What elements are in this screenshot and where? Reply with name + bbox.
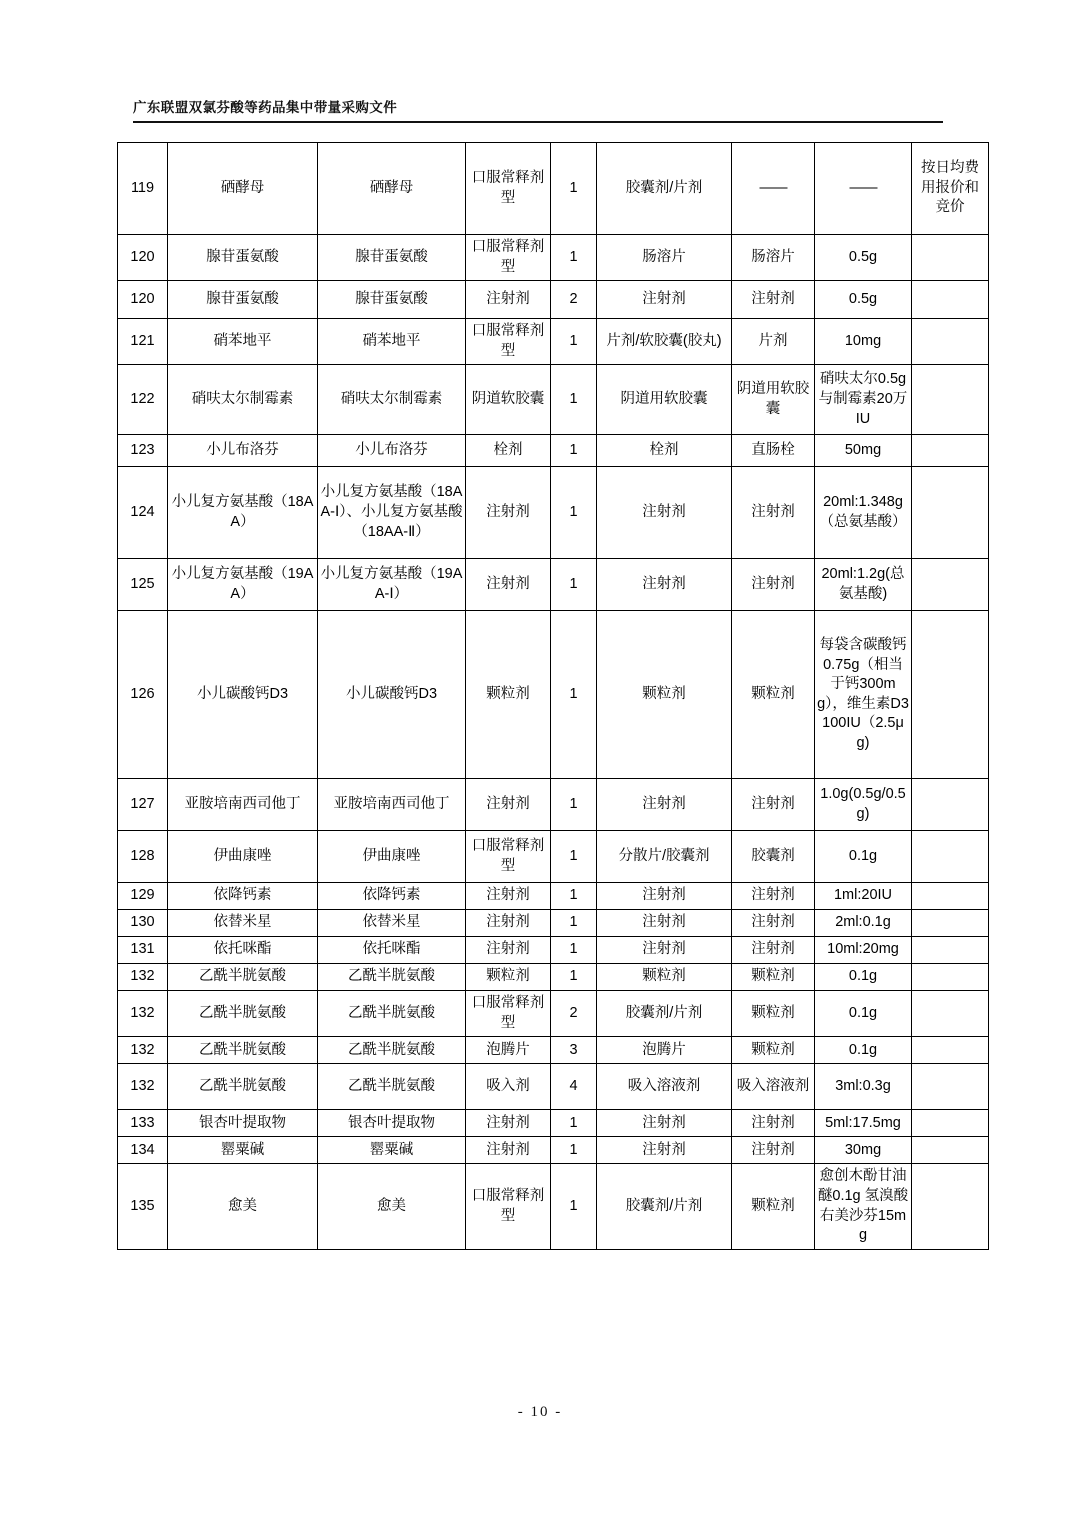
cell-serial-number: 119 (118, 143, 168, 235)
cell-serial-number: 132 (118, 991, 168, 1037)
cell-form-group: 注射剂 (597, 281, 732, 319)
cell-form-group: 分散片/胶囊剂 (597, 831, 732, 883)
cell-serial-number: 128 (118, 831, 168, 883)
cell-form-group: 颗粒剂 (597, 964, 732, 991)
cell-generic-name: 硝呋太尔制霉素 (168, 365, 318, 435)
cell-dosage-form-2: 直肠栓 (732, 435, 815, 467)
cell-generic-name: 依降钙素 (168, 883, 318, 910)
cell-serial-number: 125 (118, 559, 168, 611)
cell-form-group: 注射剂 (597, 1110, 732, 1137)
table-row (118, 281, 989, 319)
cell-drug-name: 腺苷蛋氨酸 (318, 281, 466, 319)
cell-dosage-form-2: 颗粒剂 (732, 991, 815, 1037)
cell-form-group: 肠溶片 (597, 235, 732, 281)
cell-index: 1 (551, 611, 597, 779)
cell-generic-name: 乙酰半胱氨酸 (168, 1064, 318, 1110)
cell-generic-name: 乙酰半胱氨酸 (168, 1037, 318, 1064)
cell-dosage-form: 吸入剂 (466, 1064, 551, 1110)
cell-generic-name: 乙酰半胱氨酸 (168, 991, 318, 1037)
cell-dosage-form-2: 吸入溶液剂 (732, 1064, 815, 1110)
cell-generic-name: 小儿碳酸钙D3 (168, 611, 318, 779)
cell-generic-name: 腺苷蛋氨酸 (168, 281, 318, 319)
cell-serial-number: 131 (118, 937, 168, 964)
cell-index: 1 (551, 319, 597, 365)
cell-dosage-form: 口服常释剂型 (466, 319, 551, 365)
cell-index: 1 (551, 779, 597, 831)
cell-dosage-form-2: 注射剂 (732, 559, 815, 611)
cell-remark (912, 1137, 989, 1164)
cell-specification: 0.1g (815, 831, 912, 883)
cell-dosage-form-2: 肠溶片 (732, 235, 815, 281)
cell-dosage-form-2: 胶囊剂 (732, 831, 815, 883)
cell-specification: 20ml:1.348g（总氨基酸） (815, 467, 912, 559)
cell-drug-name: 依降钙素 (318, 883, 466, 910)
table-row (118, 831, 989, 883)
cell-specification: 0.1g (815, 991, 912, 1037)
cell-serial-number: 134 (118, 1137, 168, 1164)
cell-form-group: 注射剂 (597, 883, 732, 910)
cell-specification: 0.5g (815, 235, 912, 281)
cell-form-group: 注射剂 (597, 559, 732, 611)
table-row (118, 937, 989, 964)
cell-dosage-form-2: 颗粒剂 (732, 611, 815, 779)
cell-generic-name: 亚胺培南西司他丁 (168, 779, 318, 831)
cell-dosage-form: 注射剂 (466, 779, 551, 831)
cell-drug-name: 小儿布洛芬 (318, 435, 466, 467)
cell-specification: 2ml:0.1g (815, 910, 912, 937)
cell-specification: 30mg (815, 1137, 912, 1164)
cell-serial-number: 122 (118, 365, 168, 435)
cell-serial-number: 123 (118, 435, 168, 467)
table-row (118, 1137, 989, 1164)
cell-dosage-form: 口服常释剂型 (466, 235, 551, 281)
cell-specification: 硝呋太尔0.5g与制霉素20万IU (815, 365, 912, 435)
cell-dosage-form-2: 片剂 (732, 319, 815, 365)
cell-dosage-form-2: —— (732, 143, 815, 235)
cell-drug-name: 罂粟碱 (318, 1137, 466, 1164)
cell-remark (912, 910, 989, 937)
cell-drug-name: 银杏叶提取物 (318, 1110, 466, 1137)
cell-dosage-form: 注射剂 (466, 910, 551, 937)
cell-form-group: 注射剂 (597, 779, 732, 831)
header-divider (133, 121, 943, 123)
cell-form-group: 颗粒剂 (597, 611, 732, 779)
cell-remark (912, 611, 989, 779)
cell-drug-name: 亚胺培南西司他丁 (318, 779, 466, 831)
cell-serial-number: 132 (118, 1037, 168, 1064)
cell-serial-number: 120 (118, 281, 168, 319)
cell-index: 1 (551, 910, 597, 937)
drug-catalog-table-wrap (117, 142, 988, 1250)
cell-generic-name: 小儿复方氨基酸（18AA） (168, 467, 318, 559)
cell-specification: 1ml:20IU (815, 883, 912, 910)
cell-specification: 0.1g (815, 964, 912, 991)
cell-form-group: 泡腾片 (597, 1037, 732, 1064)
cell-serial-number: 127 (118, 779, 168, 831)
cell-generic-name: 小儿布洛芬 (168, 435, 318, 467)
cell-drug-name: 伊曲康唑 (318, 831, 466, 883)
cell-specification: 20ml:1.2g(总氨基酸) (815, 559, 912, 611)
table-row (118, 910, 989, 937)
cell-index: 1 (551, 365, 597, 435)
cell-serial-number: 135 (118, 1164, 168, 1249)
cell-drug-name: 硝苯地平 (318, 319, 466, 365)
cell-drug-name: 小儿复方氨基酸（18AA-Ⅰ）、小儿复方氨基酸（18AA-Ⅱ） (318, 467, 466, 559)
cell-index: 1 (551, 831, 597, 883)
cell-dosage-form-2: 注射剂 (732, 1137, 815, 1164)
table-row (118, 964, 989, 991)
cell-remark (912, 559, 989, 611)
cell-remark (912, 1064, 989, 1110)
cell-index: 1 (551, 559, 597, 611)
cell-drug-name: 硒酵母 (318, 143, 466, 235)
cell-dosage-form: 注射剂 (466, 937, 551, 964)
cell-serial-number: 133 (118, 1110, 168, 1137)
cell-form-group: 胶囊剂/片剂 (597, 143, 732, 235)
cell-dosage-form: 口服常释剂型 (466, 1164, 551, 1249)
header-title: 广东联盟双氯芬酸等药品集中带量采购文件 (133, 100, 398, 115)
cell-generic-name: 伊曲康唑 (168, 831, 318, 883)
cell-dosage-form-2: 注射剂 (732, 937, 815, 964)
cell-dosage-form-2: 阴道用软胶囊 (732, 365, 815, 435)
cell-generic-name: 愈美 (168, 1164, 318, 1249)
cell-dosage-form-2: 注射剂 (732, 1110, 815, 1137)
table-row (118, 1110, 989, 1137)
cell-dosage-form-2: 注射剂 (732, 779, 815, 831)
cell-specification: 0.5g (815, 281, 912, 319)
cell-dosage-form: 口服常释剂型 (466, 991, 551, 1037)
cell-form-group: 栓剂 (597, 435, 732, 467)
cell-remark (912, 964, 989, 991)
cell-dosage-form: 颗粒剂 (466, 964, 551, 991)
cell-dosage-form-2: 注射剂 (732, 910, 815, 937)
cell-remark (912, 467, 989, 559)
cell-remark (912, 991, 989, 1037)
cell-generic-name: 腺苷蛋氨酸 (168, 235, 318, 281)
cell-remark: 按日均费用报价和竞价 (912, 143, 989, 235)
page-header (133, 96, 943, 123)
cell-specification: —— (815, 143, 912, 235)
cell-specification: 10ml:20mg (815, 937, 912, 964)
cell-specification: 1.0g(0.5g/0.5g) (815, 779, 912, 831)
cell-dosage-form: 注射剂 (466, 883, 551, 910)
table-row (118, 779, 989, 831)
table-row (118, 467, 989, 559)
cell-form-group: 片剂/软胶囊(胶丸) (597, 319, 732, 365)
cell-serial-number: 130 (118, 910, 168, 937)
cell-index: 1 (551, 1164, 597, 1249)
cell-remark (912, 365, 989, 435)
cell-remark (912, 831, 989, 883)
cell-generic-name: 乙酰半胱氨酸 (168, 964, 318, 991)
cell-drug-name: 依托咪酯 (318, 937, 466, 964)
table-row (118, 559, 989, 611)
cell-drug-name: 依替米星 (318, 910, 466, 937)
cell-dosage-form: 阴道软胶囊 (466, 365, 551, 435)
cell-index: 4 (551, 1064, 597, 1110)
cell-index: 1 (551, 467, 597, 559)
cell-remark (912, 1164, 989, 1249)
cell-generic-name: 小儿复方氨基酸（19AA） (168, 559, 318, 611)
drug-catalog-table (117, 142, 989, 1250)
cell-dosage-form: 注射剂 (466, 1137, 551, 1164)
table-row (118, 435, 989, 467)
cell-index: 2 (551, 281, 597, 319)
cell-dosage-form: 口服常释剂型 (466, 143, 551, 235)
cell-form-group: 胶囊剂/片剂 (597, 1164, 732, 1249)
cell-dosage-form: 注射剂 (466, 467, 551, 559)
cell-form-group: 胶囊剂/片剂 (597, 991, 732, 1037)
cell-drug-name: 小儿碳酸钙D3 (318, 611, 466, 779)
cell-serial-number: 120 (118, 235, 168, 281)
cell-specification: 0.1g (815, 1037, 912, 1064)
cell-dosage-form: 颗粒剂 (466, 611, 551, 779)
cell-dosage-form-2: 注射剂 (732, 281, 815, 319)
cell-drug-name: 乙酰半胱氨酸 (318, 1064, 466, 1110)
cell-form-group: 吸入溶液剂 (597, 1064, 732, 1110)
table-row (118, 365, 989, 435)
cell-dosage-form: 注射剂 (466, 1110, 551, 1137)
cell-remark (912, 319, 989, 365)
cell-form-group: 阴道用软胶囊 (597, 365, 732, 435)
cell-remark (912, 281, 989, 319)
cell-specification: 3ml:0.3g (815, 1064, 912, 1110)
table-row (118, 991, 989, 1037)
cell-remark (912, 779, 989, 831)
cell-generic-name: 依替米星 (168, 910, 318, 937)
cell-index: 2 (551, 991, 597, 1037)
cell-dosage-form-2: 注射剂 (732, 467, 815, 559)
cell-remark (912, 1110, 989, 1137)
cell-index: 1 (551, 435, 597, 467)
cell-drug-name: 乙酰半胱氨酸 (318, 964, 466, 991)
cell-serial-number: 126 (118, 611, 168, 779)
cell-form-group: 注射剂 (597, 467, 732, 559)
cell-dosage-form-2: 颗粒剂 (732, 1037, 815, 1064)
cell-serial-number: 129 (118, 883, 168, 910)
cell-index: 1 (551, 1110, 597, 1137)
cell-dosage-form: 栓剂 (466, 435, 551, 467)
cell-dosage-form: 注射剂 (466, 281, 551, 319)
cell-serial-number: 121 (118, 319, 168, 365)
cell-remark (912, 435, 989, 467)
cell-generic-name: 依托咪酯 (168, 937, 318, 964)
table-row (118, 319, 989, 365)
cell-remark (912, 235, 989, 281)
cell-serial-number: 124 (118, 467, 168, 559)
cell-index: 1 (551, 964, 597, 991)
cell-form-group: 注射剂 (597, 1137, 732, 1164)
cell-drug-name: 小儿复方氨基酸（19AA-Ⅰ） (318, 559, 466, 611)
cell-form-group: 注射剂 (597, 937, 732, 964)
cell-dosage-form-2: 颗粒剂 (732, 964, 815, 991)
cell-generic-name: 银杏叶提取物 (168, 1110, 318, 1137)
page-footer: - 10 - (517, 1404, 563, 1420)
cell-dosage-form: 口服常释剂型 (466, 831, 551, 883)
table-row (118, 883, 989, 910)
cell-specification: 每袋含碳酸钙0.75g（相当于钙300mg），维生素D3 100IU（2.5μg) (815, 611, 912, 779)
table-row (118, 611, 989, 779)
cell-drug-name: 腺苷蛋氨酸 (318, 235, 466, 281)
cell-generic-name: 硒酵母 (168, 143, 318, 235)
cell-drug-name: 乙酰半胱氨酸 (318, 1037, 466, 1064)
cell-specification: 愈创木酚甘油醚0.1g 氢溴酸右美沙芬15mg (815, 1164, 912, 1249)
cell-dosage-form: 注射剂 (466, 559, 551, 611)
cell-remark (912, 1037, 989, 1064)
cell-index: 1 (551, 937, 597, 964)
cell-drug-name: 硝呋太尔制霉素 (318, 365, 466, 435)
cell-index: 1 (551, 1137, 597, 1164)
cell-specification: 5ml:17.5mg (815, 1110, 912, 1137)
cell-index: 1 (551, 235, 597, 281)
table-row (118, 1064, 989, 1110)
cell-generic-name: 硝苯地平 (168, 319, 318, 365)
cell-specification: 10mg (815, 319, 912, 365)
table-row (118, 1037, 989, 1064)
cell-serial-number: 132 (118, 964, 168, 991)
cell-specification: 50mg (815, 435, 912, 467)
cell-dosage-form: 泡腾片 (466, 1037, 551, 1064)
table-row (118, 1164, 989, 1249)
cell-form-group: 注射剂 (597, 910, 732, 937)
cell-drug-name: 乙酰半胱氨酸 (318, 991, 466, 1037)
cell-generic-name: 罂粟碱 (168, 1137, 318, 1164)
cell-index: 1 (551, 143, 597, 235)
cell-index: 3 (551, 1037, 597, 1064)
table-row (118, 235, 989, 281)
cell-index: 1 (551, 883, 597, 910)
cell-remark (912, 937, 989, 964)
cell-serial-number: 132 (118, 1064, 168, 1110)
cell-dosage-form-2: 注射剂 (732, 883, 815, 910)
cell-remark (912, 883, 989, 910)
cell-dosage-form-2: 颗粒剂 (732, 1164, 815, 1249)
table-row (118, 143, 989, 235)
cell-drug-name: 愈美 (318, 1164, 466, 1249)
